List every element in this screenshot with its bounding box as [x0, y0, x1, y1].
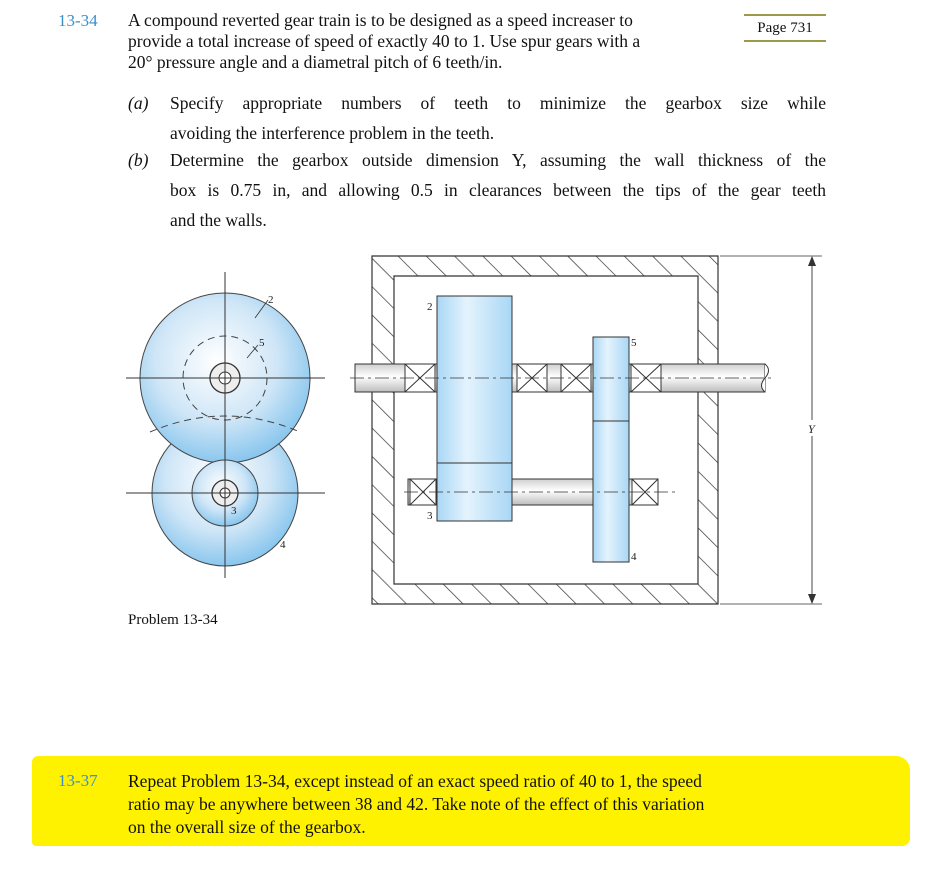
- part-b-line: box is 0.75 in, and allowing 0.5 in clearances between the tips of the gear teeth: [170, 180, 826, 200]
- part-a-line: Specify appropriate numbers of teeth to minimize the gearbox size while: [170, 93, 826, 113]
- dimension-label-y: Y: [808, 422, 815, 436]
- statement-line: 20° pressure angle and a diametral pitch of 6 teeth/in.: [128, 52, 503, 72]
- problem-statement: [128, 770, 828, 839]
- label-gear-4: 4: [631, 551, 637, 563]
- label-gear-5: 5: [259, 337, 265, 349]
- dimension-arrow: [808, 594, 816, 604]
- gearbox-side-view: [350, 256, 822, 604]
- statement-line: A compound reverted gear train is to be designed as a speed increaser to: [128, 10, 633, 30]
- label-gear-4: 4: [280, 539, 286, 551]
- label-gear-5: 5: [631, 337, 637, 349]
- part-b-line: and the walls.: [170, 210, 267, 230]
- figure-caption: Problem 13-34: [128, 612, 218, 628]
- statement-line: on the overall size of the gearbox.: [128, 817, 366, 837]
- part-a-label: (a): [128, 93, 149, 113]
- part-a-line: avoiding the interference problem in the teeth.: [170, 123, 495, 143]
- gearbox-wall: [372, 256, 718, 604]
- statement-line: ratio may be anywhere between 38 and 42. Take note of the effect of this variation: [128, 794, 705, 814]
- label-gear-3: 3: [231, 505, 237, 517]
- gear-2-side: [437, 296, 512, 480]
- gear-5-side: [593, 337, 629, 421]
- statement-line: provide a total increase of speed of exactly 40 to 1. Use spur gears with a: [128, 31, 641, 51]
- label-gear-2: 2: [427, 301, 433, 313]
- gear-end-view: [126, 272, 325, 578]
- label-gear-2: 2: [268, 294, 274, 306]
- dimension-arrow: [808, 256, 816, 266]
- gear-4-side: [593, 421, 629, 562]
- statement-line: Repeat Problem 13-34, except instead of an exact speed ratio of 40 to 1, the speed: [128, 771, 702, 791]
- page-reference: Page 731: [744, 14, 826, 42]
- label-gear-3: 3: [427, 510, 433, 522]
- part-b-line: Determine the gearbox outside dimension Y, assuming the wall thickness of the: [170, 150, 826, 170]
- problem-number: 13-34: [58, 11, 98, 30]
- problem-number: 13-37: [58, 771, 98, 790]
- part-b-label: (b): [128, 150, 149, 170]
